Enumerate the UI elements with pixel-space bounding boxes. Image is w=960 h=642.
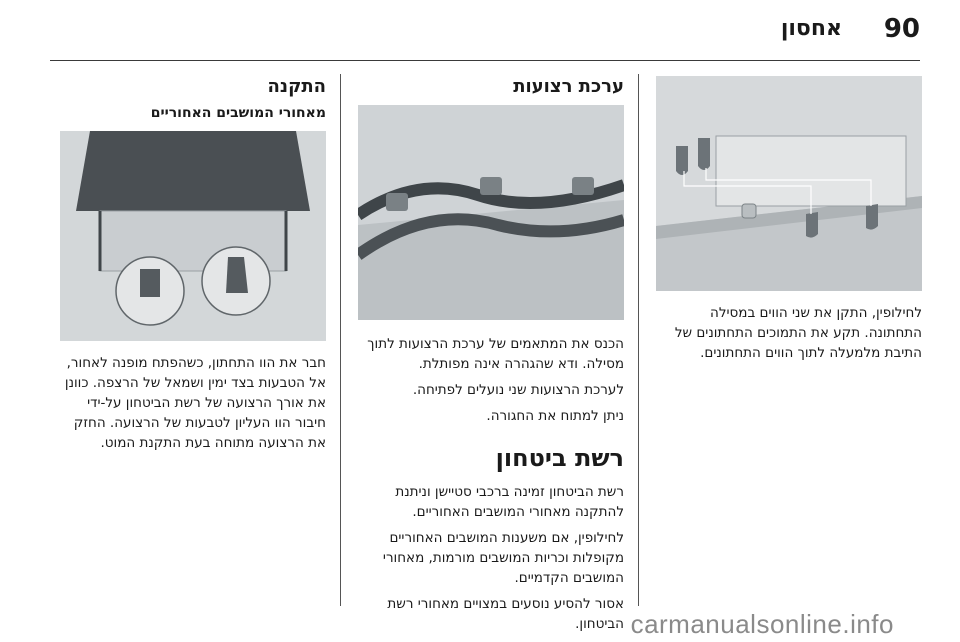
net-install-illustration <box>60 131 326 341</box>
page-number: 90 <box>883 14 920 44</box>
strap-paragraph-3: ניתן למתוח את החגורה. <box>486 408 624 424</box>
net-paragraph-2: לחילופין, אם משענות המושבים האחוריים מקופלות וכריות המושבים מורמות, מאחורי המושבים הקדמיים. <box>382 530 624 586</box>
net-paragraph-1: רשת הביטחון זמינה ברכבי סטיישן וניתנת להתקנה מאחורי המושבים האחוריים. <box>395 484 624 520</box>
header-divider <box>50 60 920 61</box>
column-right <box>652 70 922 369</box>
chapter-title: אחסון <box>780 16 842 41</box>
installation-subtitle: מאחורי המושבים האחוריים <box>150 105 326 121</box>
strap-illustration <box>358 105 624 320</box>
hooks-paragraph: לחילופין, התקן את שני הווים במסילה התחתונה. תקע את התמוכים התחתונים של התיבת מלמעלה לתוך הווים התחתונים. <box>674 305 922 361</box>
column-divider <box>340 74 341 606</box>
column-divider <box>638 74 639 606</box>
hooks-figure <box>656 76 922 291</box>
net-install-figure <box>60 131 326 341</box>
strap-kit-title: ערכת רצועות <box>513 76 624 97</box>
safety-net-title: רשת ביטחון <box>495 444 624 472</box>
strap-paragraph-1: הכנס את המתאמים של ערכת הרצועות לתוך מסילה. ודא שהגהרה אינה מפותלת. <box>367 336 624 372</box>
hooks-illustration <box>656 76 922 291</box>
net-paragraph-3: אסור להסיע נוסעים במצויים מאחורי רשת הביטחון. <box>387 596 624 632</box>
installation-title: התקנה <box>267 76 326 97</box>
strap-paragraph-2: לערכת הרצועות שני נועלים לפתיחה. <box>412 382 624 398</box>
column-middle <box>352 70 624 640</box>
installation-paragraph: חבר את הוו התחתון, כשהפתח מופנה לאחור, אל הטבעות בצד ימין ושמאל של הרצפה. כוונן את אורך הרצועה של רשת הביטחון על-ידי חיבור הוו העליון לטבעות של הרצועה. החזק את הרצועה מתוחה בעת התקנת המוט. <box>64 355 326 451</box>
page-header <box>0 0 960 64</box>
column-left <box>54 70 326 459</box>
strap-figure <box>358 105 624 320</box>
watermark: carmanualsonline.info <box>630 609 894 639</box>
